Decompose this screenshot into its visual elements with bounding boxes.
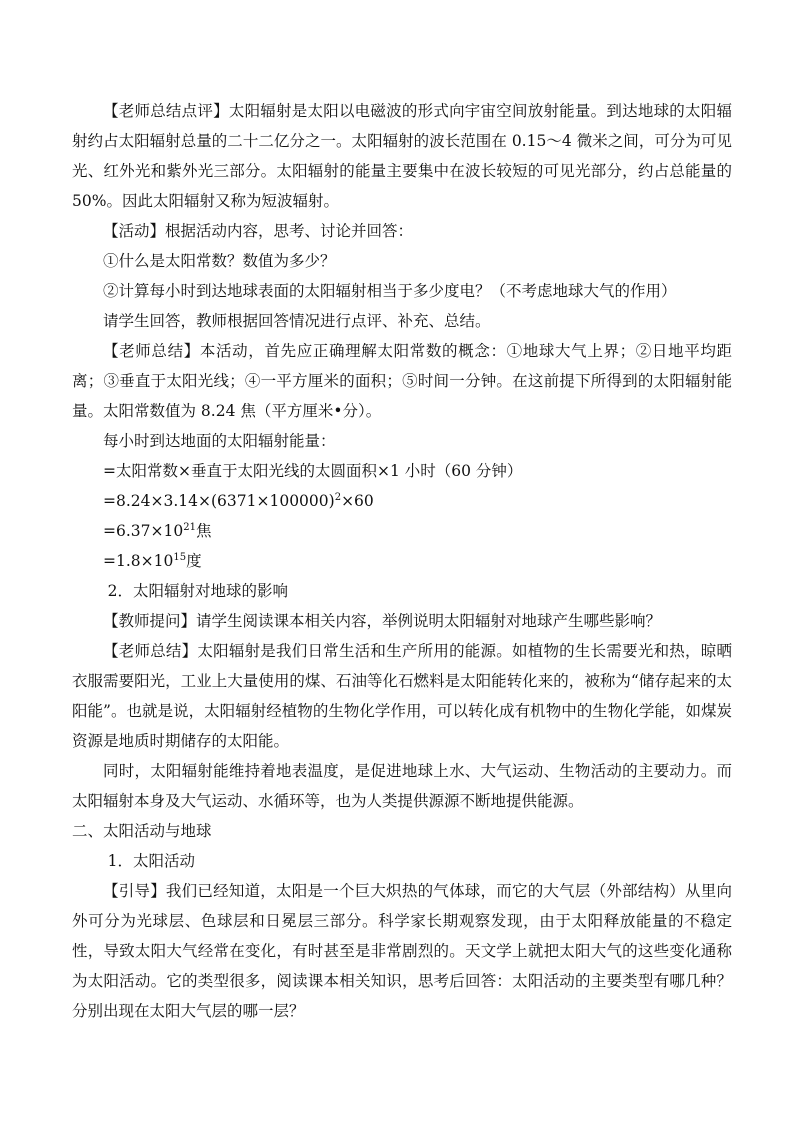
formula-3-base: =6.37×10 — [103, 522, 184, 540]
paragraph-teacher-summary-3: 【老师总结】太阳辐射是我们日常生活和生产所用的能源。如植物的生长需要光和热，晾晒衣服需要阳光，工业上大量使用的煤、石油等化石燃料是太阳能转化来的，被称为“储存起来的太阳能”。也就是说，太阳辐射经植物的生物化学作用，可以转化成有机物中的生物化学能，如煤炭资源是地质时期储存的太阳能。 — [72, 642, 732, 750]
formula-line-1: =太阳常数×垂直于太阳光线的太圆面积×1 小时（60 分钟） — [103, 462, 523, 480]
paragraph-teacher-summary-1: 【老师总结点评】太阳辐射是太阳以电磁波的形式向宇宙空间放射能量。到达地球的太阳辐射约占太阳辐射总量的二十二亿分之一。太阳辐射的波长范围在 0.15～4 微米之间，可分为可见光、红外光和紫外光三部分。太阳辐射的能量主要集中在波长较短的可见光部分，约占总能量的 50%。因此太阳辐射又称为短波辐射。 — [72, 102, 732, 210]
question-2: ②计算每小时到达地球表面的太阳辐射相当于多少度电？（不考虑地球大气的作用） — [103, 282, 677, 300]
formula-line-3 — [72, 516, 732, 546]
paragraph-activity: 【活动】根据活动内容，思考、讨论并回答： — [103, 222, 414, 240]
question-1: ①什么是太阳常数？数值为多少？ — [103, 252, 336, 270]
formula-line-2 — [72, 486, 732, 516]
formula-2-tail: ×60 — [341, 492, 374, 510]
paragraph-teacher-question: 【教师提问】请学生阅读课本相关内容，举例说明太阳辐射对地球产生哪些影响？ — [103, 612, 662, 630]
section-heading-solar-radiation-impact: 2．太阳辐射对地球的影响 — [107, 582, 289, 600]
formula-4-unit: 度 — [186, 552, 202, 570]
formula-3-exponent: 21 — [183, 522, 196, 533]
formula-2-exponent: 2 — [334, 492, 342, 503]
formula-3-unit: 焦 — [195, 522, 212, 540]
formula-4-exponent: 15 — [173, 552, 187, 563]
paragraph-instruction: 请学生回答，教师根据回答情况进行点评、补充、总结。 — [103, 312, 491, 330]
formula-2-base: =8.24×3.14×(6371×100000) — [103, 492, 335, 510]
paragraph-guidance: 【引导】我们已经知道，太阳是一个巨大炽热的气体球，而它的大气层（外部结构）从里向外可分为光球层、色球层和日冕层三部分。科学家长期观察发现，由于太阳释放能量的不稳定性，导致太阳大气经常在变化，有时甚至是非常剧烈的。天文学上就把太阳大气的这些变化通称为太阳活动。它的类型很多，阅读课本相关知识，思考后回答：太阳活动的主要类型有哪几种？分别出现在太阳大气层的哪一层？ — [72, 882, 732, 1020]
paragraph-energy-intro: 每小时到达地面的太阳辐射能量： — [103, 432, 336, 450]
paragraph-teacher-summary-2: 【老师总结】本活动，首先应正确理解太阳常数的概念：①地球大气上界；②日地平均距离；③垂直于太阳光线；④一平方厘米的面积；⑤时间一分钟。在这前提下所得到的太阳辐射能量。太阳常数值为 8.24 焦（平方厘米•分）。 — [72, 342, 732, 420]
section-heading-solar-activity: 二、太阳活动与地球 — [72, 822, 212, 840]
subsection-heading-solar-activity: 1．太阳活动 — [107, 852, 196, 870]
paragraph-surface-temperature: 同时，太阳辐射能维持着地表温度，是促进地球上水、大气运动、生物活动的主要动力。而太阳辐射本身及大气运动、水循环等，也为人类提供源源不断地提供能源。 — [72, 762, 732, 810]
document-page — [72, 96, 732, 1026]
formula-line-4 — [72, 546, 732, 576]
formula-4-base: =1.8×10 — [103, 552, 174, 570]
